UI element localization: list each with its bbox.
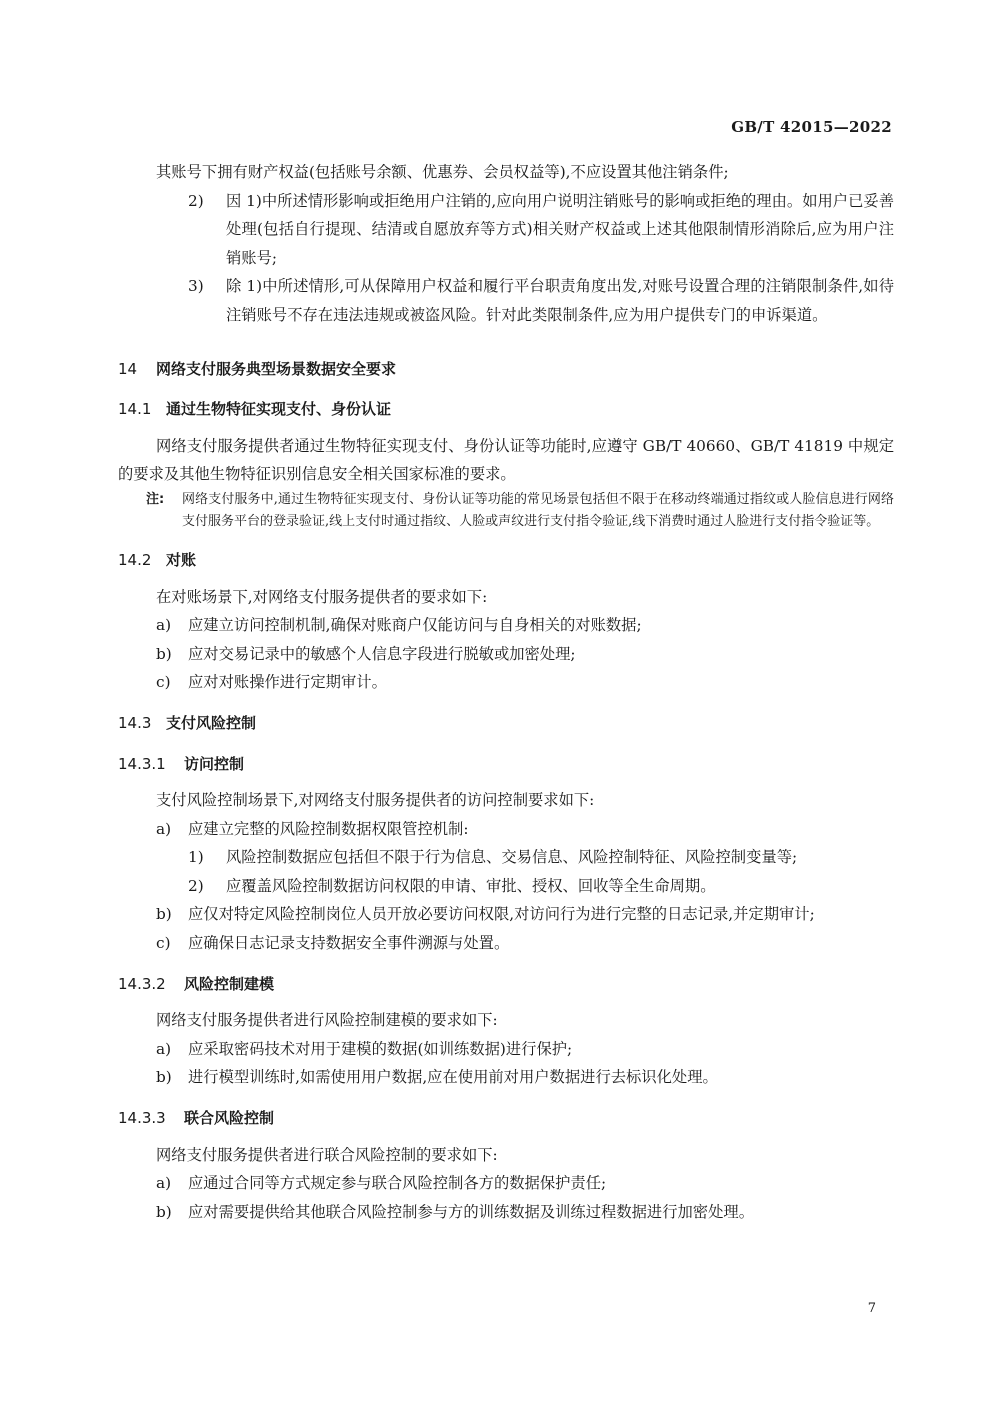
- list-item: [118, 187, 894, 273]
- section-heading-14-3: [118, 709, 894, 738]
- note-label: 注:: [146, 491, 165, 507]
- list-number: a): [156, 616, 172, 635]
- list-item: [118, 611, 894, 640]
- list-number: a): [156, 819, 172, 838]
- sub-list-number: 2): [188, 876, 204, 895]
- list-item: [118, 1198, 894, 1227]
- list-item: [118, 1035, 894, 1064]
- section-number: 14.3.1: [118, 754, 166, 773]
- list-item: [118, 929, 894, 958]
- list-text: 应对对账操作进行定期审计。: [188, 673, 387, 692]
- section-heading-14-3-1: [118, 750, 894, 779]
- list-item: [118, 272, 894, 329]
- list-item: [118, 900, 894, 929]
- section-title: 网络支付服务典型场景数据安全要求: [156, 359, 397, 378]
- section-title: 访问控制: [184, 754, 245, 773]
- section-heading-14-3-2: [118, 970, 894, 999]
- paragraph: 网络支付服务提供者通过生物特征实现支付、身份认证等功能时,应遵守 GB/T 40660、GB/T 41819 中规定的要求及其他生物特征识别信息安全相关国家标准的要求。: [118, 436, 894, 484]
- list-item: [118, 640, 894, 669]
- paragraph: 支付风险控制场景下,对网络支付服务提供者的访问控制要求如下:: [156, 791, 595, 810]
- sub-list-number: 1): [188, 848, 204, 867]
- list-text: 应对需要提供给其他联合风险控制参与方的训练数据及训练过程数据进行加密处理。: [188, 1202, 754, 1221]
- list-text: 应建立访问控制机制,确保对账商户仅能访问与自身相关的对账数据;: [188, 616, 642, 635]
- paragraph: 网络支付服务提供者进行联合风险控制的要求如下:: [156, 1145, 498, 1164]
- section-number: 14.3.2: [118, 974, 166, 993]
- list-text: 进行模型训练时,如需使用用户数据,应在使用前对用户数据进行去标识化处理。: [188, 1068, 718, 1087]
- list-text: 应通过合同等方式规定参与联合风险控制各方的数据保护责任;: [188, 1174, 607, 1193]
- continued-line: 其账号下拥有财产权益(包括账号余额、优惠券、会员权益等),不应设置其他注销条件;: [156, 163, 729, 181]
- list-number: c): [156, 673, 171, 692]
- list-item: [118, 1063, 894, 1092]
- list-number: b): [156, 644, 172, 663]
- page-number: 7: [867, 1301, 876, 1316]
- paragraph: 网络支付服务提供者进行风险控制建模的要求如下:: [156, 1011, 498, 1030]
- list-text: 应仅对特定风险控制岗位人员开放必要访问权限,对访问行为进行完整的日志记录,并定期审计;: [188, 905, 815, 924]
- section-title: 支付风险控制: [166, 713, 257, 732]
- section-number: 14.2: [118, 550, 152, 569]
- list-number: c): [156, 934, 171, 953]
- list-text: 应确保日志记录支持数据安全事件溯源与处置。: [188, 934, 510, 953]
- list-number: b): [156, 1202, 172, 1221]
- section-number: 14.3.3: [118, 1109, 166, 1128]
- paragraph: 在对账场景下,对网络支付服务提供者的要求如下:: [156, 587, 488, 606]
- list-text: 应建立完整的风险控制数据权限管控机制:: [188, 819, 469, 838]
- sub-list-item: [118, 843, 894, 872]
- list-text: 应采取密码技术对用于建模的数据(如训练数据)进行保护;: [188, 1039, 573, 1058]
- section-title: 风险控制建模: [184, 974, 275, 993]
- sub-list-item: [118, 872, 894, 901]
- list-item: [118, 1169, 894, 1198]
- sub-list-text: 风险控制数据应包括但不限于行为信息、交易信息、风险控制特征、风险控制变量等;: [226, 848, 798, 867]
- list-number: 2): [188, 191, 204, 210]
- list-text: 因 1)中所述情形影响或拒绝用户注销的,应向用户说明注销账号的影响或拒绝的理由。如用户已妥善处理(包括自行提现、结清或自愿放弃等方式)相关财产权益或上述其他限制情形消除后,应为用户注销账号;: [226, 191, 894, 267]
- page-content: [118, 158, 894, 1226]
- sub-list-text: 应覆盖风险控制数据访问权限的申请、审批、授权、回收等全生命周期。: [226, 876, 716, 895]
- section-number: 14.3: [118, 713, 152, 732]
- section-heading-14-2: [118, 546, 894, 575]
- section-title: 联合风险控制: [184, 1109, 275, 1128]
- section-number: 14: [118, 359, 138, 378]
- list-number: b): [156, 905, 172, 924]
- list-item: [118, 815, 894, 844]
- list-item: [118, 668, 894, 697]
- list-text: 除 1)中所述情形,可从保障用户权益和履行平台职责角度出发,对账号设置合理的注销限制条件,如待注销账号不存在违法违规或被盗风险。针对此类限制条件,应为用户提供专门的申诉渠道。: [226, 277, 894, 324]
- section-heading-14-3-3: [118, 1104, 894, 1133]
- section-title: 对账: [166, 550, 197, 569]
- section-number: 14.1: [118, 400, 152, 419]
- list-text: 应对交易记录中的敏感个人信息字段进行脱敏或加密处理;: [188, 644, 576, 663]
- list-number: 3): [188, 277, 204, 296]
- note: [118, 489, 894, 534]
- section-title: 通过生物特征实现支付、身份认证: [166, 400, 392, 419]
- list-number: b): [156, 1068, 172, 1087]
- list-number: a): [156, 1174, 172, 1193]
- section-heading-14-1: [118, 395, 894, 424]
- list-number: a): [156, 1039, 172, 1058]
- note-text: 网络支付服务中,通过生物特征实现支付、身份认证等功能的常见场景包括但不限于在移动终端通过指纹或人脸信息进行网络支付服务平台的登录验证,线上支付时通过指纹、人脸或声纹进行支付指令验证,线下消费时通过人脸进行支付指令验证等。: [182, 491, 894, 530]
- section-heading-14: [118, 355, 894, 384]
- standard-code: GB/T 42015—2022: [731, 118, 892, 136]
